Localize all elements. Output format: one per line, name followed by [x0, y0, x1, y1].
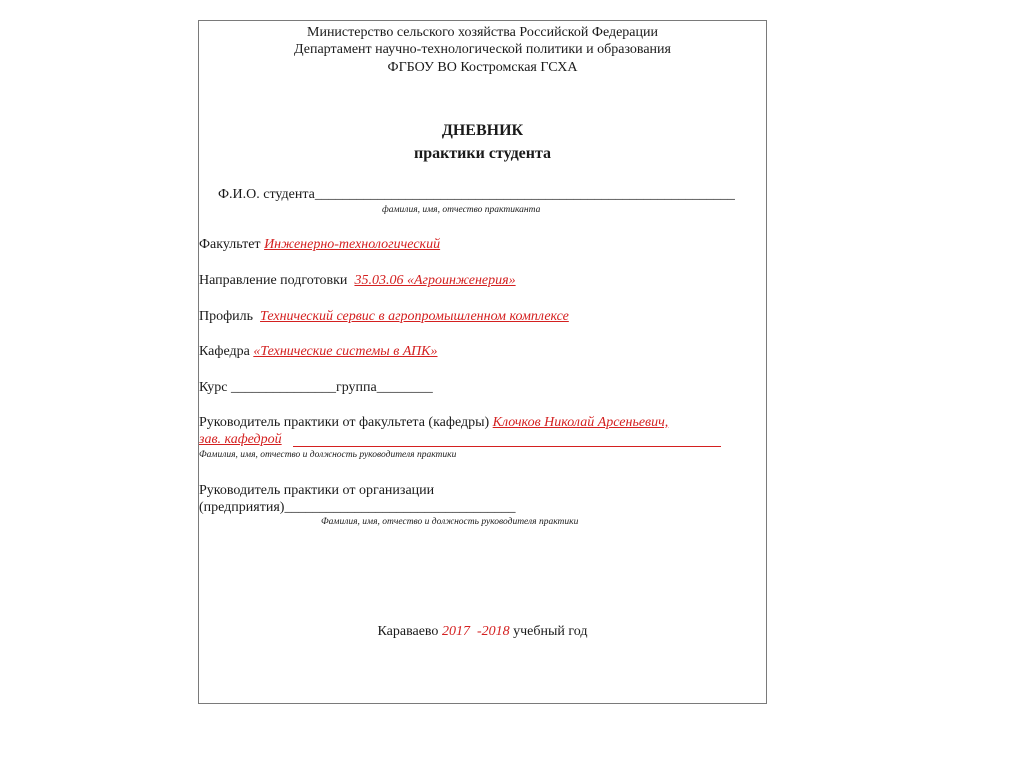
- faculty-supervisor-position: зав. кафедрой: [199, 432, 282, 447]
- student-name-hint: фамилия, имя, отчество практиканта: [382, 205, 541, 215]
- direction-value: 35.03.06 «Агроинженерия»: [354, 273, 516, 288]
- course-label: Курс: [199, 380, 228, 395]
- institution-line: ФГБОУ ВО Костромская ГСХА: [387, 60, 578, 75]
- faculty-supervisor-hint: Фамилия, имя, отчество и должность руководителя практики: [199, 450, 457, 460]
- faculty-supervisor-name: Клочков Николай Арсеньевич,: [492, 415, 669, 430]
- department-line: Департамент научно-технологической политики и образования: [294, 42, 671, 57]
- org-supervisor-blank: _________________________________: [284, 500, 516, 515]
- student-name-label: Ф.И.О. студента: [218, 187, 315, 202]
- faculty-supervisor-position-row: [199, 432, 282, 448]
- footer-line: [199, 624, 766, 640]
- footer-year-start: 2017: [441, 624, 470, 639]
- group-blank: ________: [376, 380, 433, 395]
- faculty-value: Инженерно-технологический: [264, 237, 441, 252]
- faculty-supervisor-row: [199, 415, 668, 431]
- course-row: [199, 380, 433, 396]
- faculty-row: [199, 237, 440, 253]
- faculty-supervisor-label: Руководитель практики от факультета (кафедры): [199, 415, 490, 430]
- document-subtitle: практики студента: [413, 145, 552, 162]
- faculty-supervisor-underline: [293, 446, 721, 447]
- group-label: группа: [336, 380, 377, 395]
- footer-year-end: -2018: [476, 624, 510, 639]
- org-supervisor-label: Руководитель практики от организации: [199, 483, 435, 498]
- profile-value: Технический сервис в агропромышленном комплексе: [260, 309, 569, 324]
- department-row: [199, 344, 437, 360]
- footer-suffix: учебный год: [513, 624, 588, 639]
- course-blank: _______________: [231, 380, 336, 395]
- org-supervisor-hint: Фамилия, имя, отчество и должность руководителя практики: [321, 517, 579, 527]
- student-name-field: [218, 187, 735, 203]
- student-name-blank: ____________________________________________________________: [314, 187, 735, 202]
- document-page: [198, 20, 767, 704]
- ministry-line: Министерство сельского хозяйства Российской Федерации: [307, 25, 658, 40]
- document-title: ДНЕВНИК: [441, 122, 524, 139]
- profile-row: [199, 309, 569, 325]
- department-value: «Технические системы в АПК»: [253, 344, 438, 359]
- faculty-label: Факультет: [199, 237, 261, 252]
- footer-place: Караваево: [377, 624, 439, 639]
- direction-row: [199, 273, 516, 289]
- org-supervisor-row: [199, 500, 515, 516]
- org-supervisor-label-2: (предприятия): [199, 500, 285, 515]
- direction-label: Направление подготовки: [199, 273, 348, 288]
- department-label: Кафедра: [199, 344, 250, 359]
- profile-label: Профиль: [199, 309, 254, 324]
